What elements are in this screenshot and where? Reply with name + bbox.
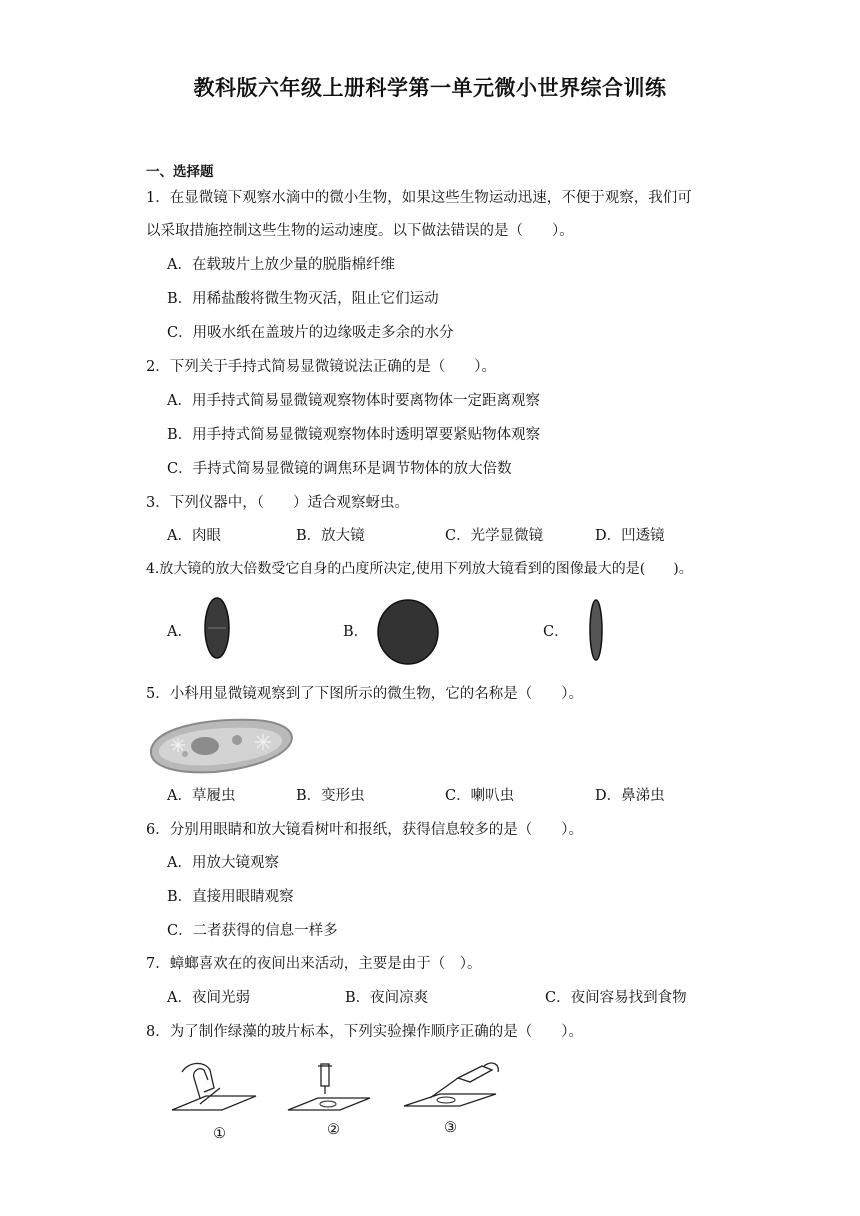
question-4-option-a-label: A． xyxy=(167,624,192,640)
question-6-option-a: A．用放大镜观察 xyxy=(167,855,279,871)
page-title: 教科版六年级上册科学第一单元微小世界综合训练 xyxy=(193,75,667,100)
question-1-option-c: C．用吸水纸在盖玻片的边缘吸走多余的水分 xyxy=(167,325,454,341)
question-5-option-a: A．草履虫 xyxy=(167,788,236,804)
lens-a-icon xyxy=(202,596,232,660)
question-5-option-b: B．变形虫 xyxy=(296,788,365,804)
question-3-stem: 3．下列仪器中，（ ）适合观察蚜虫。 xyxy=(146,495,409,511)
figure-label-2: ② xyxy=(327,1122,340,1138)
question-1-stem-line2: 以采取措施控制这些生物的运动速度。以下做法错误的是（ ）。 xyxy=(146,223,574,239)
question-2-option-a: A．用手持式简易显微镜观察物体时要离物体一定距离观察 xyxy=(167,393,540,409)
slide-step-2-image xyxy=(282,1058,378,1118)
question-7-option-a: A．夜间光弱 xyxy=(167,990,250,1006)
slide-step-3-image xyxy=(400,1056,510,1118)
question-7-option-c: C．夜间容易找到食物 xyxy=(545,990,687,1006)
question-1-option-a: A．在载玻片上放少量的脱脂棉纤维 xyxy=(167,257,395,273)
question-4-option-c-label: C． xyxy=(543,624,569,640)
question-6-option-c: C．二者获得的信息一样多 xyxy=(167,923,338,939)
question-5-option-d: D．鼻涕虫 xyxy=(595,788,665,804)
question-4-stem: 4.放大镜的放大倍数受它自身的凸度所决定,使用下列放大镜看到的图像最大的是( )。 xyxy=(146,561,693,577)
question-7-stem: 7．蟑螂喜欢在的夜间出来活动，主要是由于（ ）。 xyxy=(146,956,482,972)
question-3-option-d: D．凹透镜 xyxy=(595,528,665,544)
figure-label-3: ③ xyxy=(444,1120,457,1136)
question-6-stem: 6．分别用眼睛和放大镜看树叶和报纸，获得信息较多的是（ ）。 xyxy=(146,822,583,838)
question-4-option-b-label: B． xyxy=(343,624,369,640)
paramecium-image xyxy=(145,710,297,776)
question-3-option-b: B．放大镜 xyxy=(296,528,365,544)
question-6-option-b: B．直接用眼睛观察 xyxy=(167,889,294,905)
question-1-option-b: B．用稀盐酸将微生物灭活，阻止它们运动 xyxy=(167,291,439,307)
figure-label-1: ① xyxy=(213,1126,226,1142)
question-5-option-c: C．喇叭虫 xyxy=(445,788,515,804)
section-heading: 一、选择题 xyxy=(146,164,214,180)
question-1-stem-line1: 1．在显微镜下观察水滴中的微小生物，如果这些生物运动迅速，不便于观察，我们可 xyxy=(146,190,692,206)
question-3-option-a: A．肉眼 xyxy=(167,528,221,544)
question-3-option-c: C．光学显微镜 xyxy=(445,528,544,544)
question-2-option-c: C．手持式简易显微镜的调焦环是调节物体的放大倍数 xyxy=(167,461,512,477)
question-2-stem: 2．下列关于手持式简易显微镜说法正确的是（ ）。 xyxy=(146,359,496,375)
question-7-option-b: B．夜间凉爽 xyxy=(345,990,429,1006)
lens-c-icon xyxy=(587,598,605,662)
slide-step-1-image xyxy=(164,1058,260,1118)
question-8-stem: 8．为了制作绿藻的玻片标本，下列实验操作顺序正确的是（ ）。 xyxy=(146,1024,583,1040)
lens-b-icon xyxy=(376,598,440,666)
question-2-option-b: B．用手持式简易显微镜观察物体时透明罩要紧贴物体观察 xyxy=(167,427,541,443)
question-5-stem: 5．小科用显微镜观察到了下图所示的微生物，它的名称是（ ）。 xyxy=(146,686,583,702)
